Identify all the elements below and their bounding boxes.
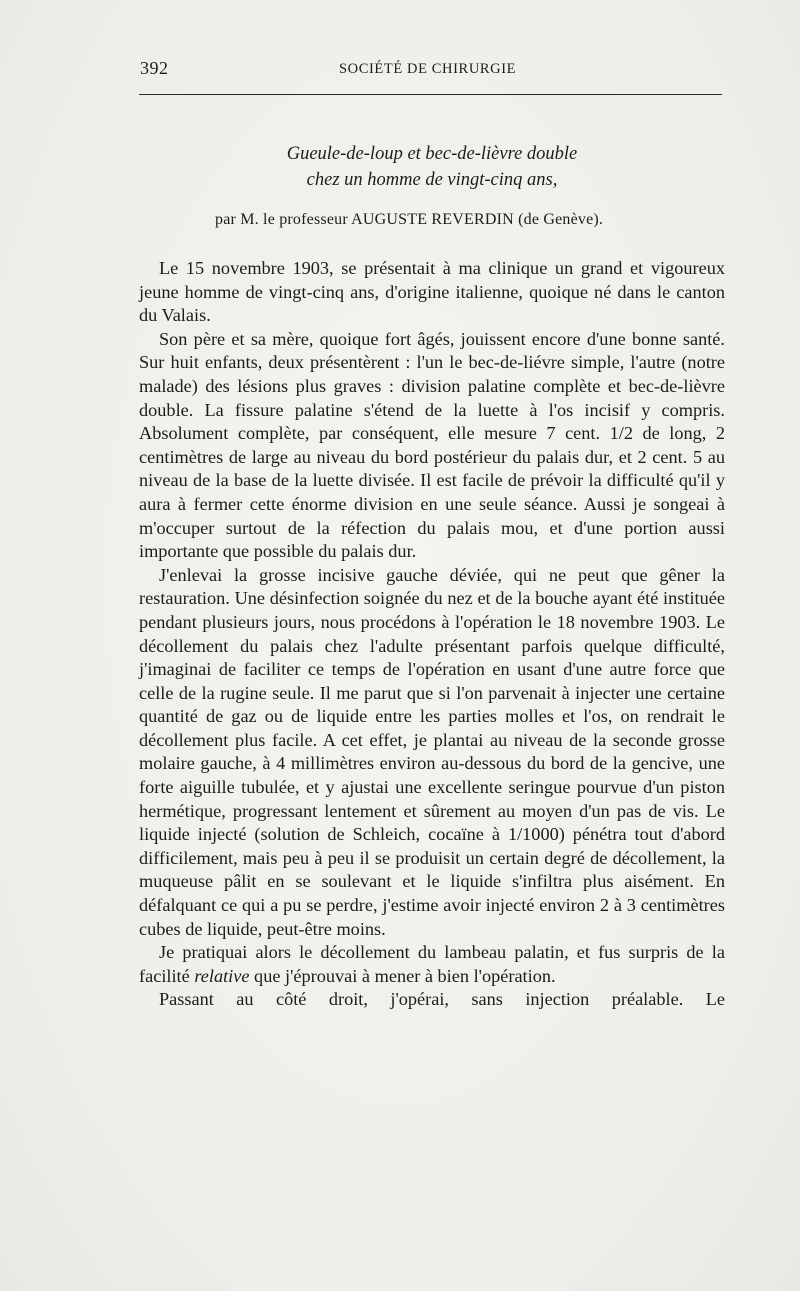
- paragraph-4-text-end: que j'éprouvai à mener à bien l'opération.: [249, 965, 556, 986]
- header-rule: [139, 94, 722, 95]
- article-title-line-1: Gueule-de-loup et bec-de-lièvre double: [286, 144, 578, 164]
- running-head: SOCIÉTÉ DE CHIRURGIE: [339, 61, 517, 77]
- author-line: par M. le professeur AUGUSTE REVERDIN (de Genève).: [215, 211, 604, 228]
- paragraph-5: Passant au côté droit, j'opérai, sans injection préalable. Le: [159, 989, 725, 1010]
- paragraph-1: Le 15 novembre 1903, se présentait à ma clinique un grand et vigoureux jeune homme de vingt-cinq ans, d'origine italienne, quoique né dans le canton du Valais.: [139, 258, 725, 326]
- page-number: 392: [140, 58, 169, 78]
- paragraph-2: Son père et sa mère, quoique fort âgés, jouissent encore d'une bonne santé. Sur huit enfants, deux présentèrent : l'un le bec-de-liévre simple, l'autre (notre malade) des lésions plus graves : division palatine complète et bec-de-lièvre double. La fissure palatine s'étend de la luette à l'os incisif y compris. Absolument complète, par conséquent, elle mesure 7 cent. 1/2 de long, 2 centimètres de large au niveau du bord postérieur du palais dur, et 2 cent. 5 au niveau de la base de la luette divisée. Il est facile de prévoir la difficulté qu'il y aura à fermer cette énorme division en une seule séance. Aussi je songeai à m'occuper surtout de la réfection du palais mou, et d'une portion aussi importante que possible du palais dur.: [139, 328, 725, 562]
- paragraph-4-italic-word: relative: [194, 965, 250, 986]
- paragraph-4: [139, 941, 725, 988]
- paragraph-4-text-start: Je pratiquai alors le décollement du lambeau palatin, et fus surpris de la facilité: [139, 942, 725, 986]
- article-body: [139, 257, 725, 1012]
- article-title-line-2: chez un homme de vingt-cinq ans,: [306, 170, 558, 190]
- paragraph-3: J'enlevai la grosse incisive gauche déviée, qui ne peut que gêner la restauration. Une désinfection soignée du nez et de la bouche ayant été instituée pendant plusieurs jours, nous procédons à l'opération le 18 novembre 1903. Le décollement du palais chez l'adulte présentant parfois quelque difficulté, j'imaginai de faciliter ce temps de l'opération en usant d'une autre force que celle de la rugine seule. Il me parut que si l'on parvenait à injecter une certaine quantité de gaz ou de liquide entre les parties molles et l'os, on rendrait le décollement plus facile. A cet effet, je plantai au niveau de la seconde grosse molaire gauche, à 4 millimètres environ au-dessous du bord de la gencive, une forte aiguille tubulée, et y ajustai une excellente seringue pourvue d'un piston hermétique, progressant lentement et sûrement au moyen d'un pas de vis. Le liquide injecté (solution de Schleich, cocaïne à 1/1000) pénétra tout d'abord difficilement, mais peu à peu il se produisit un certain degré de décollement, la muqueuse pâlit en se soulevant et le liquide s'infiltra plus aisément. En défalquant ce qui a pu se perdre, j'estime avoir injecté environ 2 à 3 centimètres cubes de liquide, peut-être moins.: [139, 564, 725, 939]
